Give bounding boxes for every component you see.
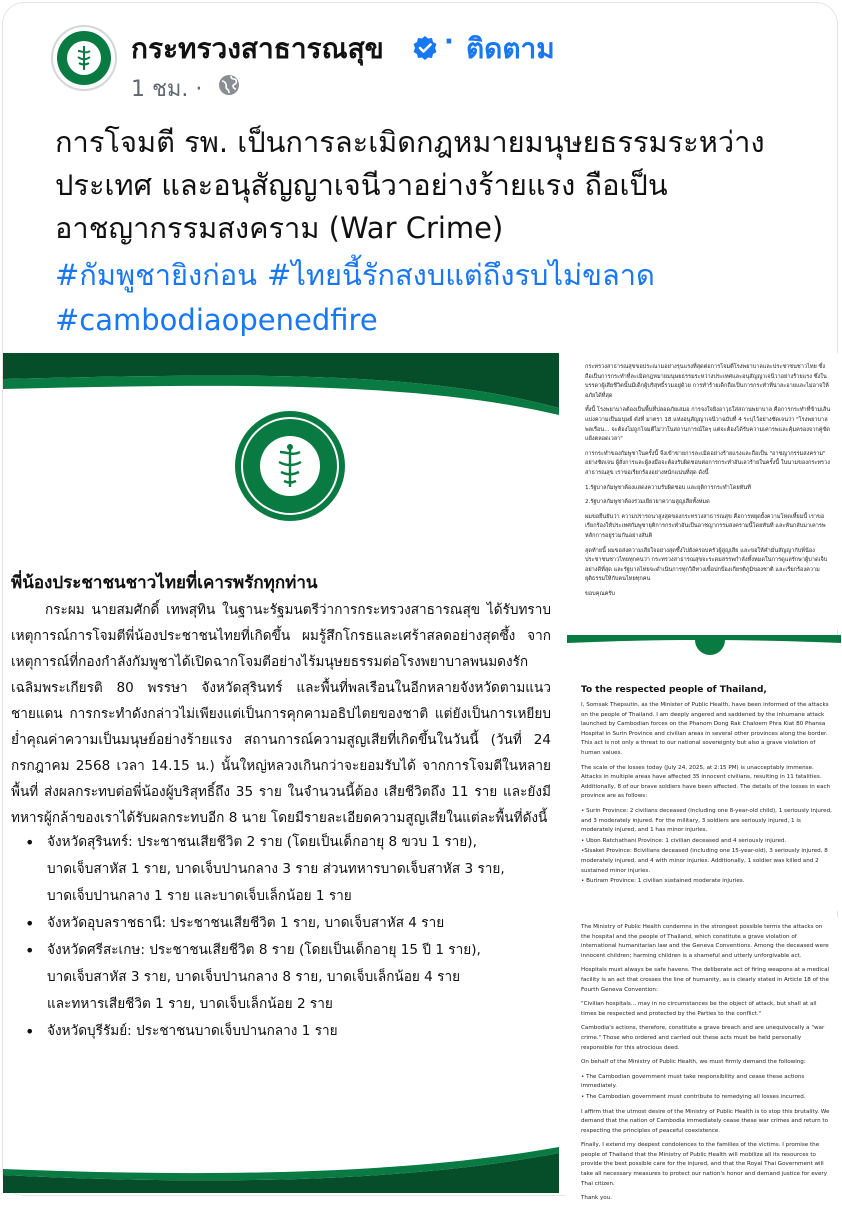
moph-logo bbox=[235, 411, 345, 521]
post-header bbox=[3, 3, 839, 115]
post-text: การโจมตี รพ. เป็นการละเมิดกฎหมายมนุษยธรรมระหว่างประเทศ และอนุสัญญาเจนีวาอย่างร้ายแรง ถือเป็น อาชญากรรมสงคราม (War Crime) bbox=[55, 125, 765, 245]
hashtag-link[interactable]: #กัมพูชายิงก่อน bbox=[55, 258, 258, 292]
post-image-english-continued[interactable] bbox=[565, 917, 839, 1202]
english-heading: To the respected people of Thailand, bbox=[581, 685, 767, 695]
list-item: • จังหวัดบุรีรัมย์: ประชาชนบาดเจ็บปานกลาง 1 ราย bbox=[33, 1018, 553, 1045]
post-image-thai-statement[interactable] bbox=[3, 353, 559, 1193]
globe-privacy-icon bbox=[217, 73, 241, 97]
moph-caduceus-icon bbox=[260, 436, 320, 496]
list-item: • จังหวัดอุบลราชธานี: ประชาชนเสียชีวิต 1 ราย, บาดเจ็บสาหัส 4 ราย bbox=[33, 910, 553, 937]
post-meta: 1 ชม. · bbox=[131, 77, 203, 102]
hashtag-link[interactable]: #cambodiaopenedfire bbox=[55, 303, 378, 337]
follow-button[interactable]: ติดตาม bbox=[466, 32, 555, 65]
post-time[interactable]: 1 ชม. bbox=[131, 77, 189, 102]
post-image-english-statement[interactable] bbox=[565, 635, 839, 911]
post-image-thai-continued[interactable] bbox=[565, 353, 839, 629]
facebook-post-card bbox=[2, 2, 838, 1202]
verified-badge-icon bbox=[412, 35, 438, 61]
hashtag-link[interactable]: #ไทยนี้รักสงบแต่ถึงรบไม่ขลาด bbox=[267, 258, 655, 292]
post-hashtags bbox=[55, 253, 795, 343]
page-name[interactable]: กระทรวงสาธารณสุข bbox=[131, 32, 384, 65]
statement-body: กระผม นายสมศักดิ์ เทพสุทิน ในฐานะรัฐมนตรีว่าการกระทรวงสาธารณสุข ได้รับทราบเหตุการณ์การโจมตีพี่น้องประชาชนไทยที่เกิดขึ้น ผมรู้สึกโกรธและเศร้าสลดอย่างสุดซึ้ง จากเหตุการณ์ที่กองกำลังกัมพูชาได้เปิดฉากโจมตีอย่างไร้มนุษยธรรมต่อโรงพยาบาลพนมดงรักเฉลิมพระเกียรติ 80 พรรษา จังหวัดสุรินทร์ และพื้นที่พลเรือนในอีกหลายจังหวัดตามแนวชายแดน การกระทำดังกล่าวไม่เพียงแต่เป็นการคุกคามอธิปไตยของชาติ แต่ยังเป็นการเหยียบย่ำคุณค่าความเป็นมนุษย์อย่างร้ายแรง สถานการณ์ความสูญเสียที่เกิดขึ้นในวันนี้ (วันที่ 24 กรกฎาคม 2568 เวลา 14.15 น.) นั้นใหญ่หลวงเกินกว่าจะยอมรับได้ จากการโจมตีในหลายพื้นที่ ส่งผลกระทบต่อพี่น้องผู้บริสุทธิ์ถึง 35 ราย ในจำนวนนี้ต้อง เสียชีวิตถึง 11 ราย และยังมีทหารผู้กล้าของเราได้รับผลกระทบอีก 8 นาย โดยมีรายละเอียดความสูญเสียในแต่ละพื้นที่ดังนี้ bbox=[11, 602, 551, 826]
page-avatar[interactable] bbox=[51, 25, 117, 91]
list-item: • จังหวัดศรีสะเกษ: ประชาชนเสียชีวิต 8 ราย (โดยเป็นเด็กอายุ 15 ปี 1 ราย), บาดเจ็บสาหัส 3 ราย, บาดเจ็บปานกลาง 8 ราย, บาดเจ็บเล็กน้อย 4 ราย และทหารเสียชีวิต 1 ราย, บาดเจ็บเล็กน้อย 2 ราย bbox=[33, 937, 553, 1018]
english-continued-text: The Ministry of Public Health condemns in the strongest possible terms the attacks on the hospital and the people of Thailand, which constitute a grave violation of international humanitarian law and the Geneva Conventions. Among the deceased were innocent children; harming children is a shameful and utterly unforgivable act. Hospitals must always be safe havens. The deliberate act of firing weapons at a medical facility is an act that crosses the line of humanity, as is clearly stated in Article 18 of the Fourth Geneva Convention: "Civilian hospitals... may in no circumstances be the object of attack, but shall at all times be respected and protected by the Parties to the conflict." Cambodia's actions, therefore, constitute a grave breach and are unequivocally a "war crime." Those who ordered and carried out these acts must be held personally responsible for this atrocious deed. On behalf of the Ministry of Public Health, we must firmly demand the following: • The Cambodian government must take responsibility and cease these actions immediately. • The Cambodian government must contribute to remedying all losses incurred. I affirm that the utmost desire of the Ministry of Public Health is to stop this brutality. We demand that the nation of Cambodia immediately cease these war crimes and return to respecting the principles of peaceful coexistence. Finally, I extend my deepest condolences to the families of the victims. I promise the people of Thailand that the Ministry of Public Health will mobilize all its resources to provide the best possible care for the injured, and that the Royal Thai Government will take all necessary measures to protect our nation's honor and demand justice for every Thai citizen. Thank you. bbox=[581, 924, 830, 1202]
moph-emblem-icon bbox=[67, 41, 101, 75]
statement-heading: พี่น้องประชาชนชาวไทยที่เคารพรักทุกท่าน bbox=[11, 573, 318, 593]
separator-dot: · bbox=[444, 27, 454, 57]
english-statement-text: I, Somsak Thepsutin, as the Minister of Public Health, have been informed of the attacks on the people of Thailand. I am deeply angered and saddened by the inhumane attack launched by Cambodian forces on the Phanom Dong Rak Chaloem Phra Kiat 80 Phansa Hospital in Surin Province and civilian areas in several other provinces along the border. This act is not only a threat to our national sovereignty but also a grave violation of human values. The scale of the losses today (July 24, 2025, at 2:15 PM) is unacceptably immense. Attacks in multiple areas have affected 35 innocent civilians, resulting in 11 fatalities. Additionally, 8 of our brave soldiers have been affected. The details of the losses in each province are as follows: • Surin Province: 2 civilians deceased (including one 8-year-old child), 1 seriously injured, and 3 moderately injured. For the military, 3 soldiers are seriously injured, 1 is moderately injured, and 1 has minor injuries. • Ubon Ratchathani Province: 1 civilian deceased and 4 seriously injured. •Sisaket Province: 8civilians deceased (including one 15-year-old), 3 seriously injured, 8 moderately injured, and 4 with minor injuries. Additionally, 1 soldier was killed and 2 sustained minor injuries. • Buriram Province: 1 civilian sustained moderate injuries. bbox=[581, 702, 832, 885]
green-swoosh-bottom bbox=[3, 1113, 559, 1193]
thai-continued-text: กระทรวงสาธารณสุขขอประณามอย่างรุนแรงที่สุดต่อการโจมตีโรงพยาบาลและประชาชนชาวไทย ซึ่งถือเป็นการกระทำที่ละเมิดกฎหมายมนุษยธรรมระหว่างประเทศและอนุสัญญาเจนีวาอย่างร้ายแรง ซึ่งในบรรดาผู้เสียชีวิตนั้นมีเด็กผู้บริสุทธิ์รวมอยู่ด้วย การทำร้ายเด็กถือเป็นการกระทำที่น่าละอายและไม่อาจให้อภัยได้ที่สุด ทั้งนี้ โรงพยาบาลต้องเป็นพื้นที่ปลอดภัยเสมอ การจงใจยิงอาวุธใส่สถานพยาบาล คือการกระทำที่ข้ามเส้นแบ่งความเป็นมนุษย์ ดังที่ มาตรา 18 แห่งอนุสัญญาเจนีวาฉบับที่ 4 ระบุไว้อย่างชัดเจนว่า "โรงพยาบาลพลเรือน... จะต้องไม่ถูกโจมตีไม่ว่าในสถานการณ์ใดๆ แต่จะต้องได้รับความเคารพและคุ้มครองจากคู่ขัดแย้งตลอดเวลา" การกระทำของกัมพูชาในครั้งนี้ จึงเข้าข่ายการละเมิดอย่างร้ายแรงและถือเป็น "อาชญากรรมสงคราม" อย่างชัดเจน ผู้สั่งการและผู้ลงมือจะต้องรับผิดชอบต่อการกระทำอันเลวร้ายในครั้งนี้ ในนามของกระทรวงสาธารณสุข เราขอเรียกร้องอย่างหนักแน่นที่สุด ดังนี้ 1.รัฐบาลกัมพูชาต้องแสดงความรับผิดชอบ และยุติการกระทำโดยทันที 2.รัฐบาลกัมพูชาต้องร่วมเยียวยาความสูญเสียทั้งหมด ผมขอยืนยันว่า ความปรารถนาสูงสุดของกระทรวงสาธารณสุข คือการหยุดยั้งความโหดเหี้ยมนี้ เราขอเรียกร้องให้ประเทศกัมพูชายุติการกระทำอันเป็นอาชญากรรมสงครามนี้โดยทันที และหันกลับมาเคารพหลักการอยู่ร่วมกันอย่างสันติ สุดท้ายนี้ ผมขอส่งความเสียใจอย่างสุดซึ้งไปยังครอบครัวผู้สูญเสีย และขอให้คำมั่นสัญญากับพี่น้องประชาชนชาวไทยทุกคนว่า กระทรวงสาธารณสุขจะระดมสรรพกำลังทั้งหมดในการดูแลรักษาผู้บาดเจ็บอย่างดีที่สุด และรัฐบาลไทยจะดำเนินการทุกวิถีทางเพื่อปกป้องเกียรติภูมิของชาติ และเรียกร้องความยุติธรรมให้กับคนไทยทุกคน ขอบคุณครับ bbox=[585, 364, 831, 597]
casualty-list bbox=[33, 829, 553, 1045]
list-item: • จังหวัดสุรินทร์: ประชาชนเสียชีวิต 2 ราย (โดยเป็นเด็กอายุ 8 ขวบ 1 ราย), บาดเจ็บสาหัส 1 ราย, บาดเจ็บปานกลาง 3 ราย ส่วนทหารบาดเจ็บสาหัส 3 ราย, บาดเจ็บปานกลาง 1 ราย และบาดเจ็บเล็กน้อย 1 ราย bbox=[33, 829, 553, 910]
